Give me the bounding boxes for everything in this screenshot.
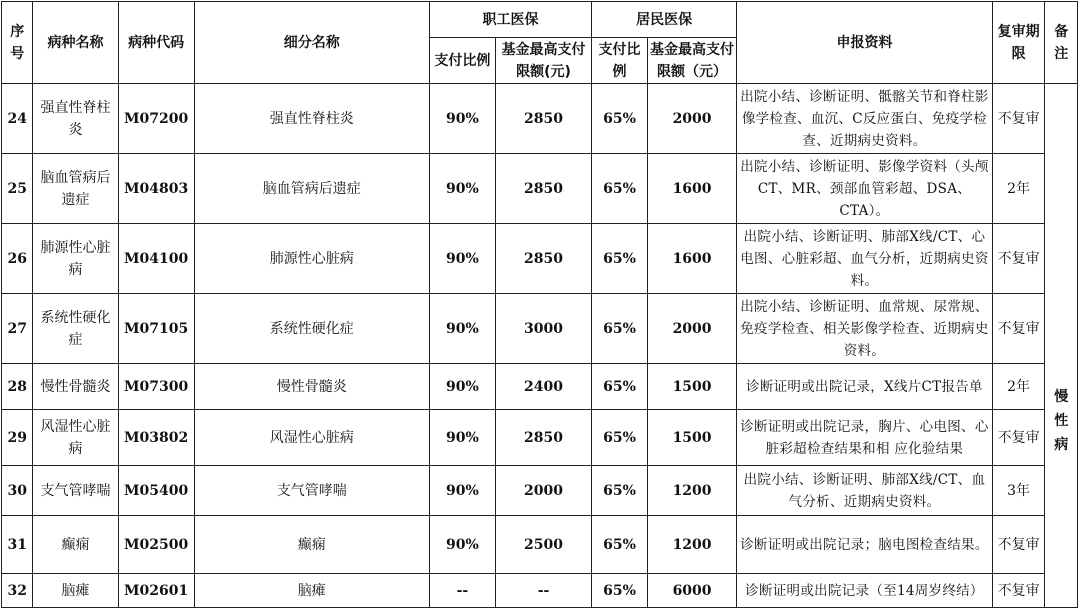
row-disease-name: 系统性硬化症 <box>33 294 118 364</box>
row-disease-code: M04803 <box>118 154 194 224</box>
table-row <box>2 224 1078 294</box>
row-res-fund-max: 1600 <box>647 154 736 224</box>
row-emp-fund-max: 2850 <box>495 224 591 294</box>
table-row <box>2 154 1078 224</box>
table-row <box>2 410 1078 466</box>
row-disease-code: M05400 <box>118 466 194 516</box>
row-seq: 32 <box>2 574 33 608</box>
table-row <box>2 466 1078 516</box>
table-row <box>2 294 1078 364</box>
header-res-pay-ratio: 支付比例 <box>592 38 648 84</box>
row-disease-code: M04100 <box>118 224 194 294</box>
header-employee-insurance: 职工医保 <box>429 2 591 38</box>
row-disease-name: 风湿性心脏病 <box>33 410 118 466</box>
row-res-pay-ratio: 65% <box>592 364 648 410</box>
row-disease-code: M07300 <box>118 364 194 410</box>
row-disease-code: M07105 <box>118 294 194 364</box>
row-emp-fund-max: 3000 <box>495 294 591 364</box>
row-emp-pay-ratio: 90% <box>429 294 495 364</box>
row-res-fund-max: 1600 <box>647 224 736 294</box>
row-emp-pay-ratio: 90% <box>429 410 495 466</box>
row-review-period: 不复审 <box>992 224 1045 294</box>
row-materials: 出院小结、诊断证明、肺部X线/CT、血气分析、近期病史资料。 <box>737 466 993 516</box>
row-review-period: 3年 <box>992 466 1045 516</box>
row-review-period: 2年 <box>992 154 1045 224</box>
row-disease-name: 支气管哮喘 <box>33 466 118 516</box>
row-emp-fund-max: 2850 <box>495 410 591 466</box>
row-emp-fund-max: 2850 <box>495 84 591 154</box>
row-emp-pay-ratio: -- <box>429 574 495 608</box>
row-disease-code: M02601 <box>118 574 194 608</box>
chronic-disease-table <box>1 1 1078 608</box>
row-res-pay-ratio: 65% <box>592 574 648 608</box>
header-disease-name: 病种名称 <box>33 2 118 84</box>
row-sub-name: 系统性硬化症 <box>194 294 429 364</box>
table-row <box>2 84 1078 154</box>
row-disease-name: 强直性脊柱炎 <box>33 84 118 154</box>
row-review-period: 不复审 <box>992 516 1045 574</box>
row-res-pay-ratio: 65% <box>592 224 648 294</box>
row-disease-code: M07200 <box>118 84 194 154</box>
row-emp-fund-max: 2000 <box>495 466 591 516</box>
table-row <box>2 516 1078 574</box>
row-review-period: 不复审 <box>992 410 1045 466</box>
header-seq: 序号 <box>2 2 33 84</box>
row-disease-name: 肺源性心脏病 <box>33 224 118 294</box>
row-emp-pay-ratio: 90% <box>429 84 495 154</box>
row-disease-name: 癫痫 <box>33 516 118 574</box>
row-seq: 29 <box>2 410 33 466</box>
row-res-pay-ratio: 65% <box>592 410 648 466</box>
row-review-period: 不复审 <box>992 574 1045 608</box>
row-res-fund-max: 6000 <box>647 574 736 608</box>
row-seq: 25 <box>2 154 33 224</box>
policy-table-page <box>0 1 1080 613</box>
row-emp-pay-ratio: 90% <box>429 516 495 574</box>
row-res-pay-ratio: 65% <box>592 516 648 574</box>
row-materials: 出院小结、诊断证明、影像学资料（头颅CT、MR、颈部血管彩超、DSA、CTA）。 <box>737 154 993 224</box>
row-res-fund-max: 1200 <box>647 466 736 516</box>
table-row <box>2 574 1078 608</box>
header-res-fund-max: 基金最高支付限额（元） <box>647 38 736 84</box>
header-remarks: 备注 <box>1045 2 1078 84</box>
remarks-text: 慢性病 <box>1054 388 1069 453</box>
header-resident-insurance: 居民医保 <box>592 2 737 38</box>
row-sub-name: 脑瘫 <box>194 574 429 608</box>
row-materials: 诊断证明或出院记录，胸片、心电图、心脏彩超检查结果和相 应化验结果 <box>737 410 993 466</box>
row-seq: 31 <box>2 516 33 574</box>
row-sub-name: 强直性脊柱炎 <box>194 84 429 154</box>
row-emp-pay-ratio: 90% <box>429 364 495 410</box>
header-sub-name: 细分名称 <box>194 2 429 84</box>
row-seq: 30 <box>2 466 33 516</box>
remarks-cell <box>1045 84 1078 608</box>
row-res-fund-max: 2000 <box>647 84 736 154</box>
header-row-1 <box>2 2 1078 38</box>
row-seq: 28 <box>2 364 33 410</box>
header-disease-code: 病种代码 <box>118 2 194 84</box>
row-seq: 24 <box>2 84 33 154</box>
header-review-period: 复审期限 <box>992 2 1045 84</box>
row-materials: 出院小结、诊断证明、骶髂关节和脊柱影像学检查、血沉、C反应蛋白、免疫学检查、近期病史资料。 <box>737 84 993 154</box>
row-materials: 诊断证明或出院记录，X线片CT报告单 <box>737 364 993 410</box>
row-emp-fund-max: -- <box>495 574 591 608</box>
row-review-period: 不复审 <box>992 294 1045 364</box>
table-body <box>2 84 1078 608</box>
header-materials: 申报资料 <box>737 2 993 84</box>
row-materials: 出院小结、诊断证明、血常规、尿常规、免疫学检查、相关影像学检查、近期病史资料。 <box>737 294 993 364</box>
row-review-period: 2年 <box>992 364 1045 410</box>
row-disease-code: M02500 <box>118 516 194 574</box>
row-disease-name: 脑瘫 <box>33 574 118 608</box>
row-sub-name: 慢性骨髓炎 <box>194 364 429 410</box>
row-materials: 诊断证明或出院记录；脑电图检查结果。 <box>737 516 993 574</box>
row-review-period: 不复审 <box>992 84 1045 154</box>
row-emp-fund-max: 2400 <box>495 364 591 410</box>
row-emp-fund-max: 2500 <box>495 516 591 574</box>
row-res-pay-ratio: 65% <box>592 154 648 224</box>
row-sub-name: 肺源性心脏病 <box>194 224 429 294</box>
row-res-fund-max: 1200 <box>647 516 736 574</box>
row-res-fund-max: 1500 <box>647 364 736 410</box>
row-disease-name: 慢性骨髓炎 <box>33 364 118 410</box>
row-materials: 出院小结、诊断证明、肺部X线/CT、心电图、心脏彩超、血气分析，近期病史资料。 <box>737 224 993 294</box>
row-res-fund-max: 1500 <box>647 410 736 466</box>
row-sub-name: 风湿性心脏病 <box>194 410 429 466</box>
row-emp-pay-ratio: 90% <box>429 154 495 224</box>
row-sub-name: 癫痫 <box>194 516 429 574</box>
row-emp-pay-ratio: 90% <box>429 224 495 294</box>
header-emp-fund-max: 基金最高支付限额(元) <box>495 38 591 84</box>
row-emp-pay-ratio: 90% <box>429 466 495 516</box>
row-materials: 诊断证明或出院记录（至14周岁终结） <box>737 574 993 608</box>
row-sub-name: 支气管哮喘 <box>194 466 429 516</box>
row-sub-name: 脑血管病后遗症 <box>194 154 429 224</box>
row-res-fund-max: 2000 <box>647 294 736 364</box>
row-disease-name: 脑血管病后遗症 <box>33 154 118 224</box>
row-res-pay-ratio: 65% <box>592 466 648 516</box>
row-emp-fund-max: 2850 <box>495 154 591 224</box>
row-disease-code: M03802 <box>118 410 194 466</box>
header-emp-pay-ratio: 支付比例 <box>429 38 495 84</box>
row-res-pay-ratio: 65% <box>592 294 648 364</box>
table-row <box>2 364 1078 410</box>
row-res-pay-ratio: 65% <box>592 84 648 154</box>
row-seq: 26 <box>2 224 33 294</box>
row-seq: 27 <box>2 294 33 364</box>
